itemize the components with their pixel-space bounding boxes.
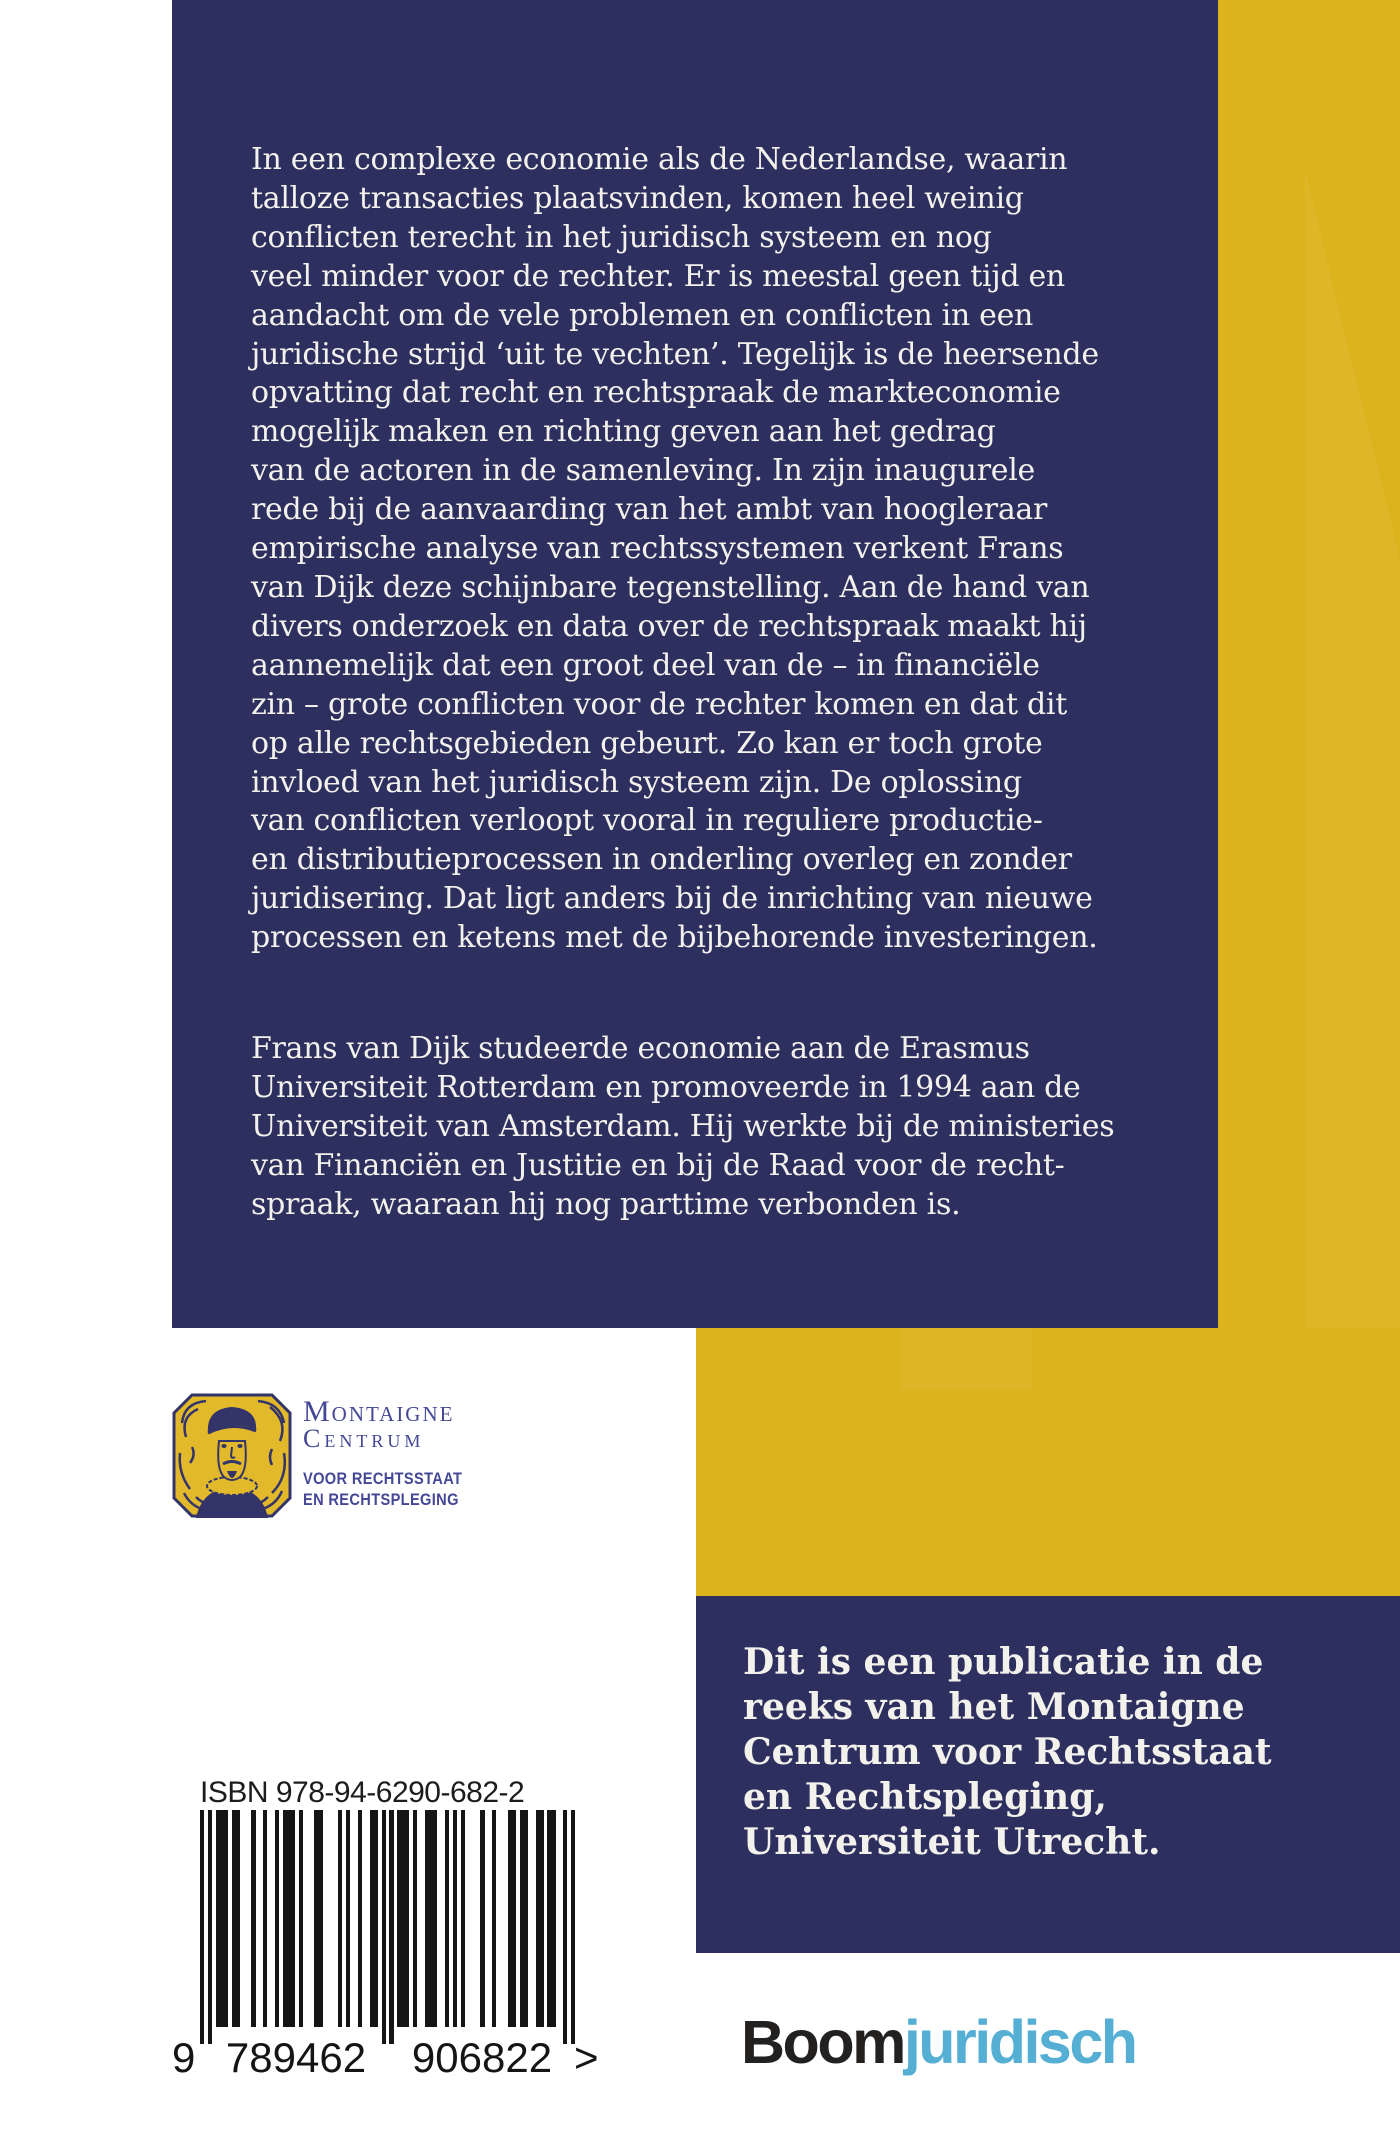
text-line: processen en ketens met de bijbehorende investeringen. bbox=[251, 920, 1098, 956]
blurb-panel bbox=[172, 0, 1218, 1328]
barcode-bar bbox=[275, 1810, 279, 2027]
barcode-bar bbox=[389, 1810, 393, 2044]
text-line: rede bij de aanvaarding van het ambt van hoogleraar bbox=[251, 492, 1048, 528]
barcode-bar bbox=[370, 1810, 378, 2027]
yellow-panel-lower bbox=[696, 1328, 1400, 1596]
barcode-bar bbox=[453, 1810, 457, 2027]
text-line: juridische strijd ‘uit te vechten’. Tegelijk is de heersende bbox=[251, 336, 1099, 372]
ean-quiet-zone-arrow: > bbox=[574, 2034, 599, 2081]
text-line: In een complexe economie als de Nederlandse, waarin bbox=[251, 142, 1068, 177]
barcode-bar bbox=[492, 1810, 496, 2027]
text-line: en Rechtspleging, bbox=[743, 1776, 1107, 1818]
text-line: spraak, waaraan hij nog parttime verbonden is. bbox=[251, 1186, 961, 1222]
barcode-bar bbox=[461, 1810, 465, 2027]
text-line: van Dijk deze schijnbare tegenstelling. Aan de hand van bbox=[251, 569, 1090, 605]
barcode-bar bbox=[251, 1810, 255, 2027]
ean-digits-left: 789462 bbox=[225, 2034, 367, 2081]
barcode-bar bbox=[547, 1810, 555, 2027]
blurb-paragraph-2 bbox=[251, 1030, 1114, 1225]
barcode-bar bbox=[382, 1810, 386, 2044]
barcode-bar bbox=[425, 1810, 437, 2027]
montaigne-subtitle-line1: VOOR RECHTSSTAAT bbox=[303, 1469, 463, 1488]
boom-logo-part1: Boom bbox=[741, 2008, 904, 2076]
isbn-label: ISBN 978-94-6290-682-2 bbox=[200, 1776, 525, 1809]
text-line: Universiteit van Amsterdam. Hij werkte bij de ministeries bbox=[251, 1108, 1115, 1144]
barcode-bar bbox=[445, 1810, 449, 2027]
barcode-bar bbox=[263, 1810, 267, 2027]
barcode-bar bbox=[338, 1810, 342, 2027]
text-line: opvatting dat recht en rechtspraak de markteconomie bbox=[251, 375, 1061, 411]
text-line: Frans van Dijk studeerde economie aan de Erasmus bbox=[251, 1031, 1030, 1067]
barcode-bar bbox=[480, 1810, 484, 2027]
text-line: op alle rechtsgebieden gebeurt. Zo kan er toch grote bbox=[251, 725, 1043, 761]
text-line: conflicten terecht in het juridisch systeem en nog bbox=[251, 219, 992, 255]
barcode-bar bbox=[208, 1810, 212, 2044]
text-line: van conflicten verloopt vooral in reguliere productie- bbox=[251, 803, 1043, 839]
barcode-bar bbox=[346, 1810, 350, 2027]
text-line: en distributieprocessen in onderling overleg en zonder bbox=[251, 842, 1072, 878]
montaigne-portrait-emblem-icon bbox=[172, 1393, 292, 1518]
text-line: divers onderzoek en data over de rechtspraak maakt hij bbox=[251, 608, 1087, 644]
barcode-bar bbox=[200, 1810, 204, 2044]
barcode-bar bbox=[216, 1810, 228, 2027]
text-line: Centrum voor Rechtsstaat bbox=[743, 1731, 1272, 1773]
text-line: van de actoren in de samenleving. In zijn inaugurele bbox=[251, 453, 1035, 489]
boom-juridisch-logo bbox=[741, 2008, 1136, 2076]
barcode-bar bbox=[232, 1810, 240, 2027]
montaigne-centrum: Centrum bbox=[303, 1424, 425, 1453]
barcode-bar bbox=[358, 1810, 362, 2027]
text-line: veel minder voor de rechter. Er is meestal geen tijd en bbox=[251, 258, 1065, 294]
text-line: reeks van het Montaigne bbox=[743, 1686, 1245, 1728]
boom-logo-part2: juridisch bbox=[903, 2008, 1136, 2076]
text-line: mogelijk maken en richting geven aan het gedrag bbox=[251, 414, 996, 450]
series-note-panel bbox=[696, 1596, 1400, 1953]
text-line: invloed van het juridisch systeem zijn. De oplossing bbox=[251, 764, 1022, 800]
text-line: zin – grote conflicten voor de rechter komen en dat dit bbox=[251, 686, 1067, 722]
isbn-barcode-block bbox=[172, 1776, 620, 2081]
barcode-bar bbox=[413, 1810, 417, 2027]
text-line: juridisering. Dat ligt anders bij de inrichting van nieuwe bbox=[251, 881, 1093, 917]
text-line: van Financiën en Justitie en bij de Raad voor de recht- bbox=[251, 1147, 1065, 1183]
text-line: aandacht om de vele problemen en conflicten in een bbox=[251, 297, 1034, 333]
blurb-paragraph-1 bbox=[251, 141, 1114, 958]
ean-barcode bbox=[200, 1810, 575, 2044]
montaigne-name: Montaigne bbox=[303, 1395, 455, 1428]
montaigne-subtitle-line2: EN RECHTSPLEGING bbox=[303, 1490, 459, 1509]
barcode-bar bbox=[520, 1810, 528, 2027]
text-line: Universiteit Rotterdam en promoveerde in 1994 aan de bbox=[251, 1069, 1081, 1105]
blurb-text bbox=[251, 141, 1114, 1225]
series-note-text bbox=[743, 1640, 1272, 1865]
ean-digits-right: 906822 bbox=[411, 2034, 553, 2081]
barcode-bar bbox=[571, 1810, 575, 2044]
barcode-bar bbox=[397, 1810, 409, 2027]
text-line: empirische analyse van rechtssystemen verkent Frans bbox=[251, 531, 1064, 567]
barcode-bar bbox=[283, 1810, 295, 2027]
barcode-bar bbox=[314, 1810, 322, 2027]
montaigne-wordmark bbox=[303, 1395, 488, 1510]
montaigne-centrum-logo bbox=[172, 1393, 592, 1523]
text-line: aannemelijk dat een groot deel van de – in financiële bbox=[251, 647, 1040, 683]
text-line: Universiteit Utrecht. bbox=[743, 1821, 1161, 1863]
text-line: talloze transacties plaatsvinden, komen heel weinig bbox=[251, 180, 1024, 216]
barcode-bar bbox=[536, 1810, 544, 2027]
barcode-bar bbox=[563, 1810, 567, 2044]
ean-digit-lead: 9 bbox=[172, 2034, 196, 2081]
barcode-bar bbox=[508, 1810, 516, 2027]
text-line: Dit is een publicatie in de bbox=[743, 1641, 1264, 1683]
watermark-letter-fragment bbox=[900, 1328, 1032, 1390]
barcode-bar bbox=[299, 1810, 303, 2027]
